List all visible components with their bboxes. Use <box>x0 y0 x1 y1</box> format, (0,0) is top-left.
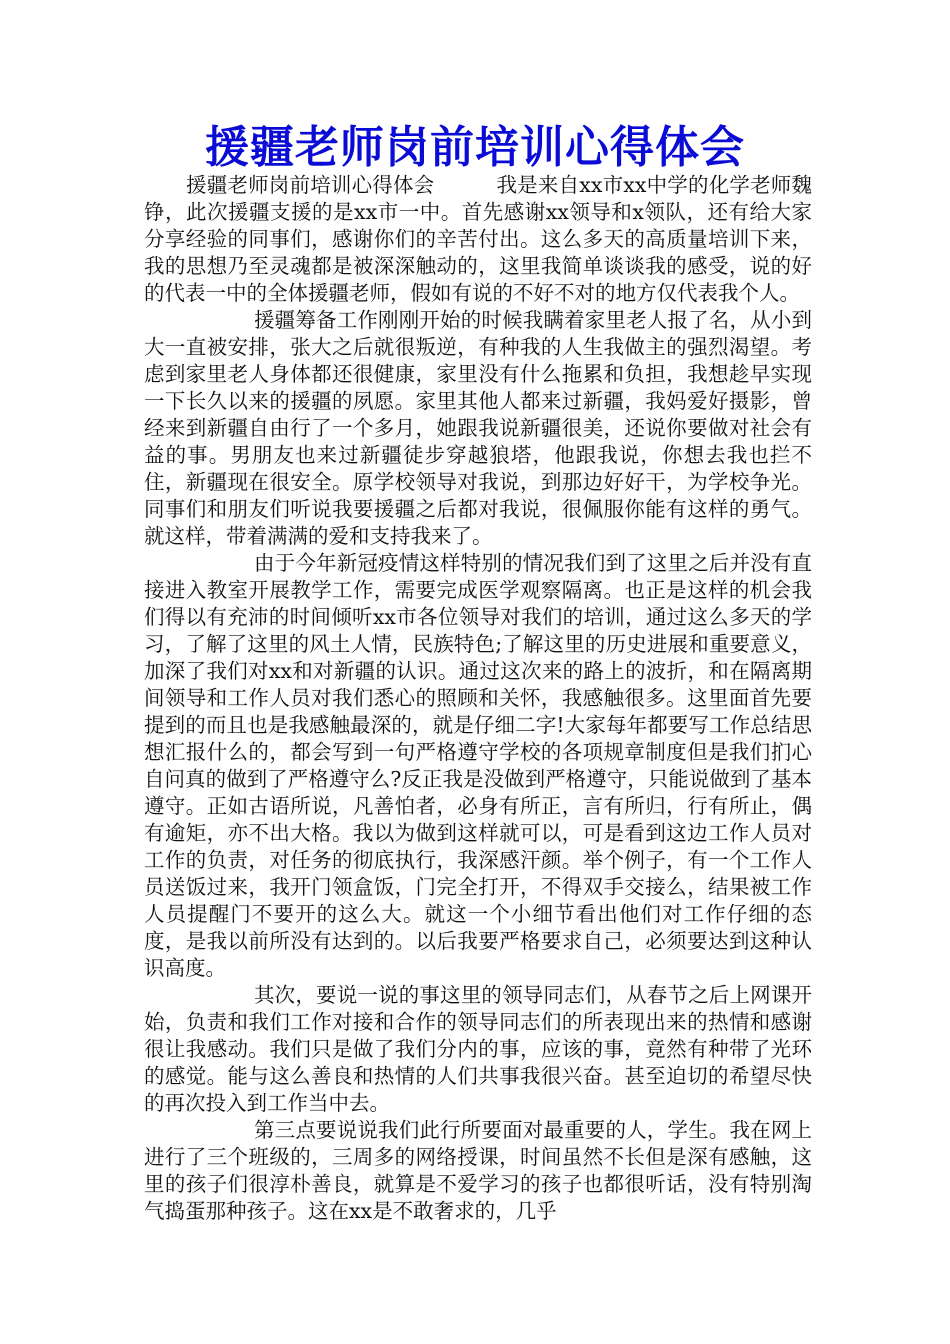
paragraph-3: 由于今年新冠疫情这样特别的情况我们到了这里之后并没有直接进入教室开展教学工作，需要完成医学观察隔离。也正是这样的机会我们得以有充沛的时间倾听xx市各位领导对我们的培训，通过这么多天的学习，了解了这里的风土人情，民族特色;了解这里的历史进展和重要意义，加深了我们对xx和对新疆的认识。通过这次来的路上的波折，和在隔离期间领导和工作人员对我们悉心的照顾和关怀，我感触很多。这里面首先要提到的而且也是我感触最深的，就是仔细二字!大家每年都要写工作总结思想汇报什么的，都会写到一句严格遵守学校的各项规章制度但是我们扪心自问真的做到了严格遵守么?反正我是没做到严格遵守，只能说做到了基本遵守。正如古语所说，凡善怕者，必身有所正，言有所归，行有所止，偶有逾矩，亦不出大格。我以为做到这样就可以，可是看到这边工作人员对工作的负责，对任务的彻底执行，我深感汗颜。举个例子，有一个工作人员送饭过来，我开门领盒饭，门完全打开，不得双手交接么，结果被工作人员提醒门不要开的这么大。就这一个小细节看出他们对工作仔细的态度，是我以前所没有达到的。以后我要严格要求自己，必须要达到这种认识高度。 <box>144 551 812 980</box>
paragraph-2: 援疆筹备工作刚刚开始的时候我瞒着家里老人报了名，从小到大一直被安排，张大之后就很叛逆，有种我的人生我做主的强烈渴望。考虑到家里老人身体都还很健康，家里没有什么拖累和负担，我想趁早实现一下长久以来的援疆的夙愿。家里其他人都来过新疆，我妈爱好摄影，曾经来到新疆自由行了一个多月，她跟我说新疆很美，还说你要做对社会有益的事。男朋友也来过新疆徒步穿越狼塔，他跟我说，你想去我也拦不住，新疆现在很安全。原学校领导对我说，到那边好好干，为学校争光。同事们和朋友们听说我要援疆之后都对我说，很佩服你能有这样的勇气。就这样，带着满满的爱和支持我来了。 <box>144 308 812 548</box>
paragraph-1: 援疆老师岗前培训心得体会 我是来自xx市xx中学的化学老师魏铮，此次援疆支援的是xx市一中。首先感谢xx领导和x领队，还有给大家分享经验的同事们，感谢你们的辛苦付出。这么多天的高质量培训下来，我的思想乃至灵魂都是被深深触动的，这里我简单谈谈我的感受，说的好的代表一中的全体援疆老师，假如有说的不好不对的地方仅代表我个人。 <box>144 173 812 305</box>
paragraph-5: 第三点要说说我们此行所要面对最重要的人，学生。我在网上进行了三个班级的，三周多的网络授课，时间虽然不长但是深有感触，这里的孩子们很淳朴善良，就算是不爱学习的孩子也都很听话，没有特别淘气捣蛋那种孩子。这在xx是不敢奢求的，几乎 <box>144 1118 812 1223</box>
paragraph-4: 其次，要说一说的事这里的领导同志们，从春节之后上网课开始，负责和我们工作对接和合作的领导同志们的所表现出来的热情和感谢很让我感动。我们只是做了我们分内的事，应该的事，竟然有种带了光环的感觉。能与这么善良和热情的人们共事我很兴奋。甚至迫切的希望尽快的再次投入到工作当中去。 <box>144 983 812 1115</box>
document-title: 援疆老师岗前培训心得体会 <box>205 122 745 173</box>
document-body <box>144 172 812 1225</box>
